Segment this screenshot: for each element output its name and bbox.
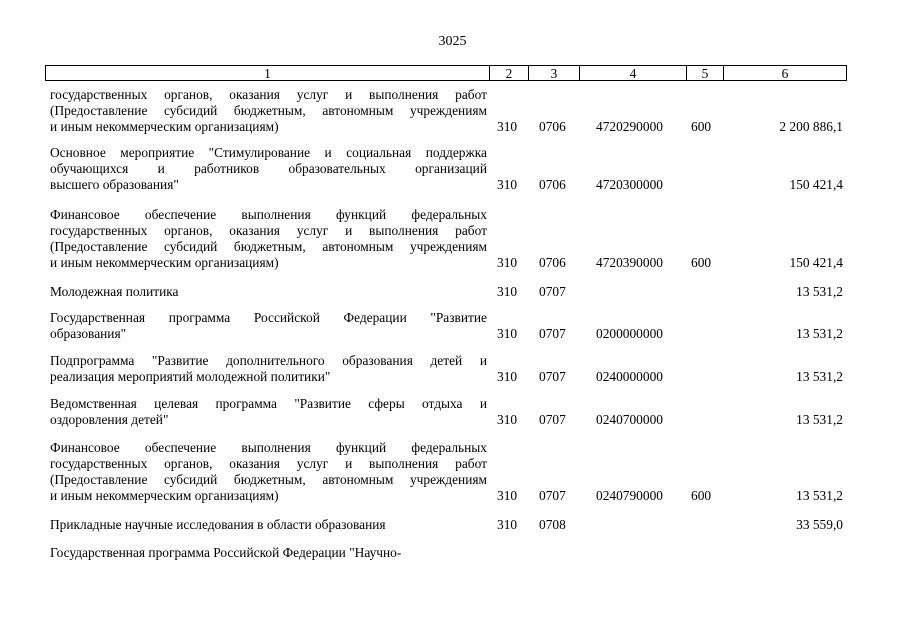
cell-section-code: 0706 (539, 119, 566, 134)
description-line: высшего образования" (50, 177, 179, 192)
header-col-2: 2 (490, 66, 529, 80)
description-line: (Предоставление субсидий бюджетным, автономным учреждениям (50, 103, 487, 118)
row-description (50, 517, 487, 533)
cell-ministry-code: 310 (497, 284, 518, 299)
table-row (0, 207, 905, 271)
cell-target-article: 4720390000 (596, 255, 663, 270)
cell-target-article: 4720290000 (596, 119, 663, 134)
table-row (0, 440, 905, 504)
cell-ministry-code: 310 (497, 488, 518, 503)
header-col-6: 6 (781, 66, 789, 81)
description-line: обучающихся и работников образовательных организаций (50, 161, 487, 176)
description-line: и иным некоммерческим организациям) (50, 119, 279, 134)
cell-expense-type: 600 (691, 488, 712, 503)
row-description (50, 353, 487, 385)
row-description (50, 545, 487, 561)
cell-section-code: 0706 (539, 255, 566, 270)
cell-target-article: 0200000000 (596, 326, 663, 341)
description-line: Подпрограмма "Развитие дополнительного образования детей и (50, 353, 487, 368)
table-row (0, 87, 905, 135)
description-line: реализация мероприятий молодежной политики" (50, 369, 331, 384)
cell-expense-type: 600 (691, 255, 712, 270)
description-line: Финансовое обеспечение выполнения функций федеральных (50, 440, 487, 455)
cell-section-code: 0707 (539, 488, 566, 503)
cell-section-code: 0706 (539, 177, 566, 192)
cell-amount: 2 200 886,1 (779, 119, 843, 134)
row-description (50, 284, 487, 300)
description-line: государственных органов, оказания услуг и выполнения работ (50, 456, 487, 471)
cell-amount: 13 531,2 (796, 284, 843, 299)
cell-section-code: 0707 (539, 326, 566, 341)
table-row (0, 396, 905, 428)
cell-section-code: 0707 (539, 412, 566, 427)
cell-ministry-code: 310 (497, 412, 518, 427)
description-line: и иным некоммерческим организациям) (50, 255, 279, 270)
description-line: оздоровления детей" (50, 412, 169, 427)
cell-section-code: 0707 (539, 369, 566, 384)
cell-ministry-code: 310 (497, 255, 518, 270)
header-col-1: 1 (46, 66, 490, 80)
cell-target-article: 4720300000 (596, 177, 663, 192)
header-col-5: 5 (687, 66, 724, 80)
header-col-4: 4 (580, 66, 687, 80)
page-number: 3025 (438, 34, 467, 49)
header-col-3: 3 (529, 66, 580, 80)
row-description (50, 310, 487, 342)
table-row (0, 310, 905, 342)
cell-ministry-code: 310 (497, 369, 518, 384)
description-line: Государственная программа Российской Федерации "Научно- (50, 545, 402, 560)
row-description (50, 396, 487, 428)
cell-amount: 150 421,4 (789, 255, 843, 270)
row-description (50, 87, 487, 135)
description-line: Ведомственная целевая программа "Развитие сферы отдыха и (50, 396, 487, 411)
description-line: Государственная программа Российской Федерации "Развитие (50, 310, 487, 325)
table-row (0, 353, 905, 385)
cell-expense-type: 600 (691, 119, 712, 134)
cell-amount: 150 421,4 (789, 177, 843, 192)
cell-amount: 33 559,0 (796, 517, 843, 532)
cell-target-article: 0240700000 (596, 412, 663, 427)
cell-amount: 13 531,2 (796, 369, 843, 384)
row-description (50, 440, 487, 504)
cell-amount: 13 531,2 (796, 412, 843, 427)
cell-ministry-code: 310 (497, 326, 518, 341)
table-header (45, 65, 847, 81)
table-row (0, 145, 905, 193)
cell-section-code: 0708 (539, 517, 566, 532)
description-line: образования" (50, 326, 127, 341)
table-row (0, 545, 905, 561)
cell-ministry-code: 310 (497, 177, 518, 192)
description-line: государственных органов, оказания услуг и выполнения работ (50, 87, 487, 102)
table-row (0, 517, 905, 533)
description-line: Финансовое обеспечение выполнения функций федеральных (50, 207, 487, 222)
cell-amount: 13 531,2 (796, 326, 843, 341)
description-line: Основное мероприятие "Стимулирование и социальная поддержка (50, 145, 487, 160)
description-line: государственных органов, оказания услуг и выполнения работ (50, 223, 487, 238)
cell-ministry-code: 310 (497, 517, 518, 532)
description-line: и иным некоммерческим организациям) (50, 488, 279, 503)
cell-amount: 13 531,2 (796, 488, 843, 503)
description-line: (Предоставление субсидий бюджетным, автономным учреждениям (50, 239, 487, 254)
description-line: Молодежная политика (50, 284, 179, 299)
cell-target-article: 0240000000 (596, 369, 663, 384)
description-line: Прикладные научные исследования в области образования (50, 517, 386, 532)
cell-ministry-code: 310 (497, 119, 518, 134)
description-line: (Предоставление субсидий бюджетным, автономным учреждениям (50, 472, 487, 487)
cell-section-code: 0707 (539, 284, 566, 299)
row-description (50, 145, 487, 193)
row-description (50, 207, 487, 271)
table-row (0, 284, 905, 300)
cell-target-article: 0240790000 (596, 488, 663, 503)
